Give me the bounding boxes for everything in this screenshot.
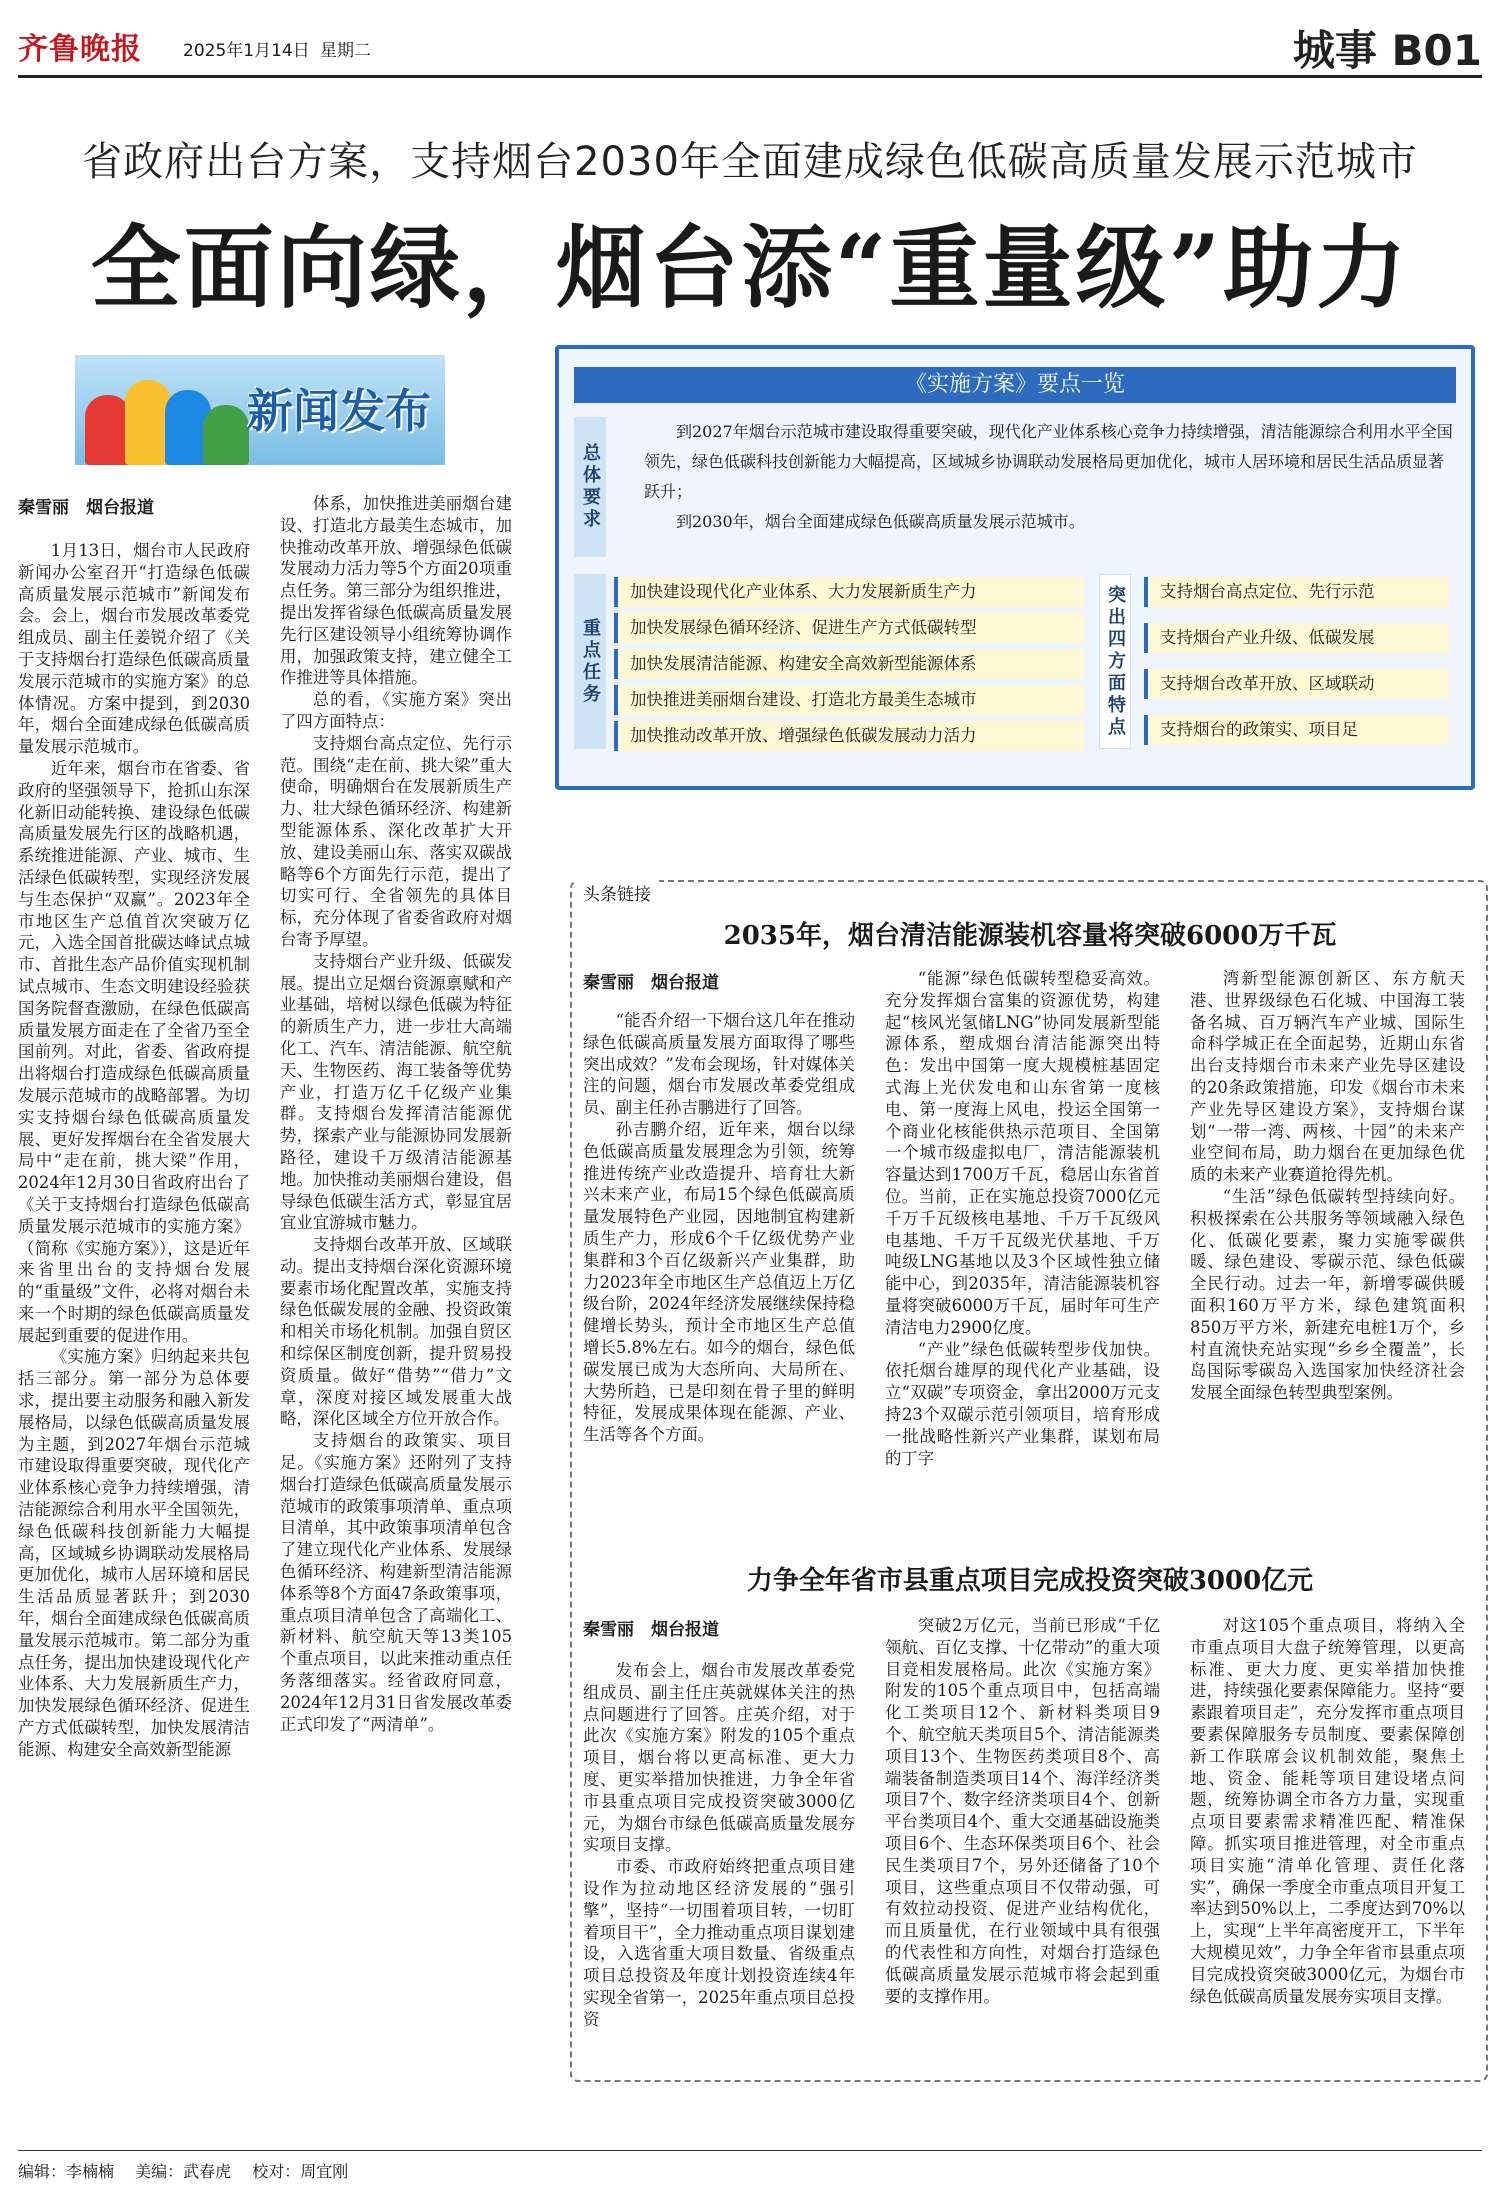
paragraph: 支持烟台产业升级、低碳发展。提出立足烟台资源禀赋和产业基础，培树以绿色低碳为特征的新质生产力，进一步壮大高端化工、汽车、清洁能源、航空航天、生物医药、海工装备等优势产业，打造万亿千亿级产业集群。支持烟台发挥清洁能源优势，探索产业与能源协同发展新路径，建设千万级清洁能源基地。加快推动美丽烟台建设，倡导绿色低碳生活方式，彰显宜居宜业宜游城市魅力。 [280,951,512,1233]
paragraph: “生活”绿色低碳转型持续向好。积极探索在公共服务等领域融入绿色化、低碳化要素，聚力实施零碳供暖、绿色建设、零碳示范、绿色低碳全民行动。过去一年，新增零碳供暖面积160万平方米，绿色建筑面积850万平方米，新建充电桩1万个，乡村直流快充站实现“乡乡全覆盖”，长岛国际零碳岛入选国家加快经济社会发展全面绿色转型典型案例。 [1190,1186,1465,1403]
editor-credit: 编辑：李楠楠 [18,2162,115,2181]
article3-column-1 [583,1660,855,2031]
link-tag: 头条链接 [575,880,659,905]
paragraph: 到2030年，烟台全面建成绿色低碳高质量发展示范城市。 [676,512,1085,531]
task-item: 加快建设现代化产业体系、大力发展新质生产力 [614,577,1084,607]
feature-item: 支持烟台改革开放、区域联动 [1144,669,1449,699]
masthead [18,18,1482,78]
footer-credits [18,2150,1482,2182]
main-byline: 秦雪丽 烟台报道 [18,498,154,518]
requirements-text [644,417,1454,537]
article2-column-2 [885,968,1160,1469]
paragraph: 湾新型能源创新区、东方航天港、世界级绿色石化城、中国海工装备名城、百万辆汽车产业城、国际生命科学城正在全面起势，近期山东省出台支持烟台市未来产业先导区建设的20条政策措施，印发《烟台市未来产业先导区建设方案》，支持烟台谋划“一带一湾、两核、十园”的未来产业空间布局，助力烟台在更加绿色优质的未来产业赛道抢得先机。 [1190,969,1465,1185]
paragraph: 1月13日，烟台市人民政府新闻办公室召开“打造绿色低碳高质量发展示范城市”新闻发布会。会上，烟台市发展改革委党组成员、副主任姜锐介绍了《关于支持烟台打造绿色低碳高质量发展示范城市的实施方案》的总体情况。方案中提到，到2030年，烟台全面建成绿色低碳高质量发展示范城市。 [18,541,250,757]
issue-date: 2025年1月14日 [183,41,310,61]
paragraph: 孙吉鹏介绍，近年来，烟台以绿色低碳高质量发展理念为引领，统筹推进传统产业改造提升、培育壮大新兴未来产业，布局15个绿色低碳高质量发展特色产业园，因地制宜构建新质生产力，形成6个千亿级优势产业集群和3个百亿级新兴产业集群，助力2023年全市地区生产总值迈上万亿级台阶，2024年经济发展继续保持稳健增长势头，预计全市地区生产总值增长5.8%左右。如今的烟台，绿色低碳发展已成为大态所向、大局所在、大势所趋，已是印刻在骨子里的鲜明特征，发展成果体现在能源、产业、生活等各个方面。 [583,1119,855,1445]
task-item: 加快推动改革开放、增强绿色低碳发展动力活力 [614,721,1084,751]
paragraph: 总的看，《实施方案》突出了四方面特点： [280,690,512,731]
paragraph: 支持烟台高点定位、先行示范。围绕“走在前、挑大梁”重大使命，明确烟台在发展新质生产力、壮大绿色循环经济、构建新型能源体系、深化改革扩大开放、建设美丽山东、落实双碳战略等6个方面先行示范，提出了切实可行、全省领先的具体目标，充分体现了省委省政府对烟台寄予厚望。 [280,733,512,949]
paragraph: 体系，加快推进美丽烟台建设、打造北方最美生态城市，加快推动改革开放、增强绿色低碳发展动力活力等5个方面20项重点任务。第三部分为组织推进，提出发挥省绿色低碳高质量发展先行区建设领导小组统筹协调作用，加强政策支持，建立健全工作推进等具体措施。 [280,494,512,688]
section-label: 城事 B01 [1292,26,1482,75]
summary-box [555,345,1475,790]
paragraph: 市委、市政府始终把重点项目建设作为拉动地区经济发展的“强引擎”，坚持“一切围着项目转，一切盯着项目干”，全力推动重点项目谋划建设，入选省重大项目数量、省级重点项目总投资及年度计划投资连续4年实现全省第一，2025年重点项目总投资 [583,1857,855,2029]
article2-title: 2035年，烟台清洁能源装机容量将突破6000万千瓦 [723,921,1337,951]
paragraph: “产业”绿色低碳转型步伐加快。依托烟台雄厚的现代化产业基础，设立“双碳”专项资金，拿出2000万元支持23个双碳示范引领项目，培育形成一批战略性新兴产业集群，谋划布局的丁字 [885,1339,1160,1468]
issue-weekday: 星期二 [320,41,371,61]
task-item: 加快发展清洁能源、构建安全高效新型能源体系 [614,649,1084,679]
subheadline: 省政府出台方案，支持烟台2030年全面建成绿色低碳高质量发展示范城市 [82,139,1418,185]
paragraph: 支持烟台的政策实、项目足。《实施方案》还附列了支持烟台打造绿色低碳高质量发展示范城市的政策事项清单、重点项目清单，其中政策事项清单包含了建立现代化产业体系、发展绿色循环经济、构建新型清洁能源体系等8个方面47条政策事项，重点项目清单包含了高端化工、新材料、航空航天等13类105个重点项目，以此来推动重点任务落细落实。经省政府同意，2024年12月31日省发展改革委正式印发了“两清单”。 [280,1431,512,1734]
article3-column-2 [885,1615,1160,2007]
article2-column-1 [583,1010,855,1446]
article2-byline: 秦雪丽 烟台报道 [583,973,719,993]
paragraph: 发布会上，烟台市发展改革委党组成员、副主任庄英就媒体关注的热点问题进行了回答。庄英介绍，对于此次《实施方案》附发的105个重点项目，烟台将以更高标准、更大力度、更实举措加快推进，力争全年省市县重点项目完成投资突破3000亿元，为烟台市绿色低碳高质量发展夯实项目支撑。 [583,1661,855,1855]
designer-credit: 美编：武春虎 [135,2162,232,2181]
paragraph: “能否介绍一下烟台这几年在推动绿色低碳高质量发展方面取得了哪些突出成效？”发布会现场，针对媒体关注的问题，烟台市发展改革委党组成员、副主任孙吉鹏进行了回答。 [583,1011,855,1118]
article3-byline: 秦雪丽 烟台报道 [583,1620,719,1640]
paragraph: 近年来，烟台市在省委、省政府的坚强领导下，抢抓山东深化新旧动能转换、建设绿色低碳高质量发展先行区的战略机遇，系统推进能源、产业、城市、生活绿色低碳转型，实现经济发展与生态保护“双赢”。2023年全市地区生产总值首次突破万亿元，入选全国首批碳达峰试点城市、首批生态产品价值实现机制试点城市、生态文明建设经验获国务院督查激励，在绿色低碳高质量发展方面走在了全省乃至全国前列。对此，省委、省政府提出将烟台打造成绿色低碳高质量发展示范城市的战略部署。为切实支持烟台绿色低碳高质量发展、更好发挥烟台在全省发展大局中“走在前，挑大梁”作用，2024年12月30日省政府出台了《关于支持烟台打造绿色低碳高质量发展示范城市的实施方案》（简称《实施方案》），这是近年来省里出台的支持烟台发展的“重量级”文件，必将对烟台未来一个时期的绿色低碳高质量发展起到重要的促进作用。 [18,758,250,1345]
paragraph: “能源”绿色低碳转型稳妥高效。充分发挥烟台富集的资源优势，构建起“核风光氢储LNG”协同发展新型能源体系，塑成烟台清洁能源突出特色：发出中国第一度大规模桩基固定式海上光伏发电和山东省第一度核电、第一度海上风电，投运全国第一个商业化核能供热示范项目、全国第一个城市级虚拟电厂，清洁能源装机容量达到1700万千瓦，稳居山东省首位。当前，正在实施总投资7000亿元千万千瓦级核电基地、千万千瓦级风电基地、千万千瓦级光伏基地、千万吨级LNG基地以及3个区域性独立储能中心，到2035年，清洁能源装机容量将突破6000万千瓦，届时年可生产清洁电力2900亿度。 [885,969,1160,1337]
paragraph: 《实施方案》归纳起来共包括三部分。第一部分为总体要求，提出要主动服务和融入新发展格局，以绿色低碳高质量发展为主题，到2027年烟台示范城市建设取得重要突破，现代化产业体系核心竞争力持续增强，清洁能源综合利用水平全国领先，绿色低碳科技创新能力大幅提高，区域城乡协调联动发展格局更加优化，城市人居环境和居民生活品质显著跃升；到2030年，烟台全面建成绿色低碳高质量发展示范城市。第二部分为重点任务，提出加快建设现代化产业体系、大力发展新质生产力，加快发展绿色循环经济、促进生产方式低碳转型，加快发展清洁能源、构建安全高效新型能源 [18,1347,250,1759]
feature-item: 支持烟台产业升级、低碳发展 [1144,623,1449,653]
paragraph: 到2027年烟台示范城市建设取得重要突破，现代化产业体系核心竞争力持续增强，清洁能源综合利用水平全国领先，绿色低碳科技创新能力大幅提高，区域城乡协调联动发展格局更加优化，城市人居环境和居民生活品质显著跃升； [644,422,1453,501]
main-column-1 [18,540,250,1761]
tasks-label: 重点任务 [574,574,606,749]
paragraph: 突破2万亿元，当前已形成“千亿领航、百亿支撑、十亿带动”的重大项目竞相发展格局。此次《实施方案》附发的105个重点项目中，包括高端化工类项目12个、新材料类项目9个、航空航天类项目5个、清洁能源类项目13个、生物医药类项目8个、高端装备制造类项目14个、海洋经济类项目7个、数字经济类项目4个、创新平台类项目4个、重大交通基础设施类项目6个、生态环保类项目6个、社会民生类项目7个，另外还储备了10个项目，这些重点项目不仅带动强，可有效拉动投资、促进产业结构优化，而且质量优，在行业领域中具有很强的代表性和方向性，对烟台打造绿色低碳高质量发展示范城市将会起到重要的支撑作用。 [885,1616,1160,2006]
requirements-label: 总体要求 [574,417,606,557]
feature-item: 支持烟台高点定位、先行示范 [1144,577,1449,607]
microphone-icon [203,405,249,465]
feature-item: 支持烟台的政策实、项目足 [1144,715,1449,745]
article3-title: 力争全年省市县重点项目完成投资突破3000亿元 [746,1566,1314,1596]
task-item: 加快发展绿色循环经济、促进生产方式低碳转型 [614,613,1084,643]
features-label: 突出四方面特点 [1099,574,1131,749]
summary-title: 《实施方案》要点一览 [574,367,1456,403]
paragraph: 对这105个重点项目，将纳入全市重点项目大盘子统筹管理，以更高标准、更大力度、更实举措加快推进，持续强化要素保障能力。坚持“要素跟着项目走”，充分发挥市重点项目要素保障服务专员制度、要素保障创新工作联席会议机制效能，聚焦土地、资金、能耗等项目建设堵点问题，统筹协调全市各方力量，实现重点项目要素需求精准匹配、精准保障。抓实项目推进管理，对全市重点项目实施“清单化管理、责任化落实”，确保一季度全市重点项目开复工率达到50%以上，二季度达到70%以上，实现“上半年高密度开工，下半年大规模见效”，力争全年省市县重点项目完成投资突破3000亿元，为烟台市绿色低碳高质量发展夯实项目支撑。 [1190,1616,1465,2006]
newspaper-logo: 齐鲁晚报 [18,32,142,67]
news-release-banner [75,355,445,465]
main-column-2 [280,493,512,1735]
headline: 全面向绿，烟台添“重量级”助力 [90,215,1410,321]
paragraph: 支持烟台改革开放、区域联动。提出支持烟台深化资源环境要素市场化配置改革，实施支持绿色低碳发展的金融、投资政策和相关市场化机制。加强自贸区和综保区制度创新，提升贸易投资质量。做好“借势”“借力”文章，深度对接区域发展重大战略，深化区域全方位开放合作。 [280,1235,512,1429]
proof-credit: 校对：周宜刚 [252,2162,349,2181]
article2-column-3 [1190,968,1465,1404]
task-item: 加快推进美丽烟台建设、打造北方最美生态城市 [614,685,1084,715]
banner-title: 新闻发布 [247,384,431,438]
article3-column-3 [1190,1615,1465,2007]
